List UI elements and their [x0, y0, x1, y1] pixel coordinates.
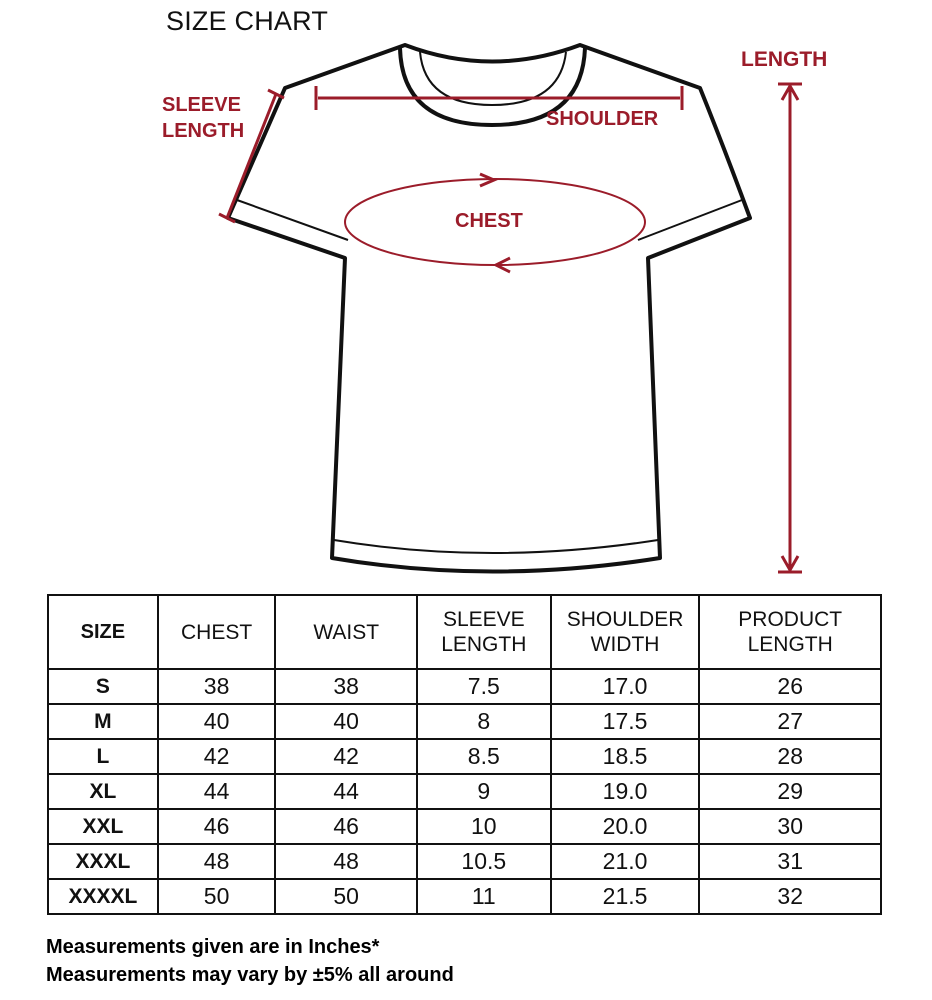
cell-size: L — [48, 739, 158, 774]
header-product-length: PRODUCT LENGTH — [699, 595, 881, 669]
sleeve-label-line2: LENGTH — [162, 120, 245, 142]
cell-shoulder-width: 18.5 — [551, 739, 700, 774]
header-sleeve-length: SLEEVE LENGTH — [417, 595, 551, 669]
length-label: LENGTH — [741, 48, 828, 71]
header-size: SIZE — [48, 595, 158, 669]
header-shoulder-width: SHOULDER WIDTH — [551, 595, 700, 669]
cell-shoulder-width: 17.0 — [551, 669, 700, 704]
size-table — [47, 594, 882, 915]
cell-sleeve-length: 7.5 — [417, 669, 551, 704]
cell-sleeve-length: 9 — [417, 774, 551, 809]
cell-shoulder-width: 17.5 — [551, 704, 700, 739]
cell-shoulder-width: 19.0 — [551, 774, 700, 809]
table-row — [48, 774, 881, 809]
header-waist: WAIST — [275, 595, 417, 669]
cell-waist: 50 — [275, 879, 417, 914]
table-row — [48, 809, 881, 844]
cell-waist: 46 — [275, 809, 417, 844]
cell-chest: 50 — [158, 879, 276, 914]
note-variance: Measurements may vary by ±5% all around — [46, 964, 454, 986]
cell-size: XXXL — [48, 844, 158, 879]
cell-size: XXL — [48, 809, 158, 844]
cell-sleeve-length: 10.5 — [417, 844, 551, 879]
cell-chest: 38 — [158, 669, 276, 704]
cell-size: M — [48, 704, 158, 739]
cell-product-length: 30 — [699, 809, 881, 844]
chest-label: CHEST — [455, 210, 523, 232]
note-units: Measurements given are in Inches* — [46, 936, 380, 958]
cell-product-length: 28 — [699, 739, 881, 774]
cell-chest: 44 — [158, 774, 276, 809]
cell-size: XXXXL — [48, 879, 158, 914]
cell-product-length: 32 — [699, 879, 881, 914]
page-title: SIZE CHART — [166, 6, 329, 36]
cell-waist: 44 — [275, 774, 417, 809]
cell-chest: 46 — [158, 809, 276, 844]
cell-product-length: 29 — [699, 774, 881, 809]
cell-shoulder-width: 20.0 — [551, 809, 700, 844]
sleeve-label-line1: SLEEVE — [162, 94, 241, 116]
cell-chest: 40 — [158, 704, 276, 739]
cell-sleeve-length: 11 — [417, 879, 551, 914]
cell-sleeve-length: 8.5 — [417, 739, 551, 774]
header-chest: CHEST — [158, 595, 276, 669]
cell-sleeve-length: 8 — [417, 704, 551, 739]
cell-product-length: 27 — [699, 704, 881, 739]
table-row — [48, 739, 881, 774]
cell-waist: 48 — [275, 844, 417, 879]
table-row — [48, 844, 881, 879]
table-header-row — [48, 595, 881, 669]
cell-sleeve-length: 10 — [417, 809, 551, 844]
table-row — [48, 704, 881, 739]
cell-chest: 48 — [158, 844, 276, 879]
shoulder-label: SHOULDER — [546, 108, 659, 130]
cell-waist: 42 — [275, 739, 417, 774]
cell-chest: 42 — [158, 739, 276, 774]
cell-shoulder-width: 21.5 — [551, 879, 700, 914]
cell-waist: 40 — [275, 704, 417, 739]
cell-size: S — [48, 669, 158, 704]
table-row — [48, 669, 881, 704]
cell-shoulder-width: 21.0 — [551, 844, 700, 879]
cell-waist: 38 — [275, 669, 417, 704]
cell-product-length: 31 — [699, 844, 881, 879]
table-row — [48, 879, 881, 914]
cell-size: XL — [48, 774, 158, 809]
cell-product-length: 26 — [699, 669, 881, 704]
